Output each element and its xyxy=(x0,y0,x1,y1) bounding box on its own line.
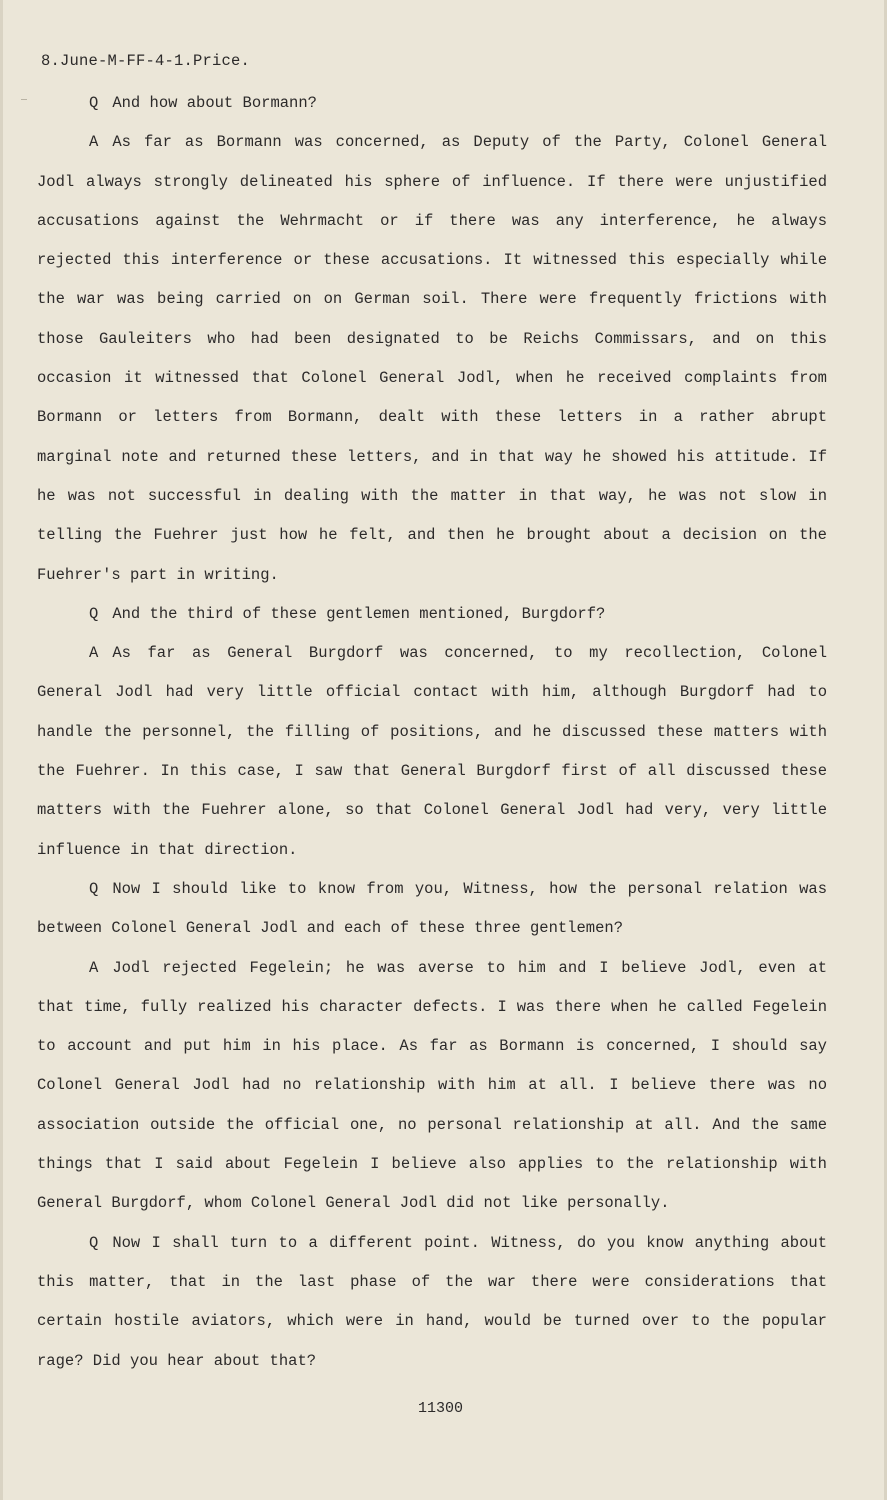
speaker-label: Q xyxy=(89,879,99,898)
speaker-label: A xyxy=(89,958,99,977)
transcript-paragraph xyxy=(37,870,827,949)
transcript-body xyxy=(37,84,827,1381)
paragraph-text: Jodl rejected Fegelein; he was averse to him and I believe Jodl, even at that time, fully realized his character defects. I was there when he called Fegelein to account and put him in his place. As far as Bormann is concerned, I should say Colonel General Jodl had no relationship with him at all. I believe there was no association outside the official one, no personal relationship at all. And the same things that I said about Fegelein I believe also applies to the relationship with General Burgdorf, whom Colonel General Jodl did not like personally. xyxy=(37,958,827,1213)
transcript-paragraph xyxy=(37,634,827,870)
paragraph-text: As far as General Burgdorf was concerned, to my recollection, Colonel General Jodl had very little official contact with him, although Burgdorf had to handle the personnel, the filling of positions, and he discussed these matters with the Fuehrer. In this case, I saw that General Burgdorf first of all discussed these matters with the Fuehrer alone, so that Colonel General Jodl had very, very little influence in that direction. xyxy=(37,644,827,859)
page-reference: 8.June-M-FF-4-1.Price. xyxy=(41,52,251,70)
speaker-label: Q xyxy=(89,1233,99,1252)
paragraph-text: Now I should like to know from you, Witness, how the personal relation was between Colonel General Jodl and each of these three gentlemen? xyxy=(37,879,827,938)
transcript-paragraph xyxy=(37,595,827,634)
transcript-paragraph xyxy=(37,949,827,1224)
transcript-paragraph xyxy=(37,123,827,595)
paragraph-text: And how about Bormann? xyxy=(112,94,317,112)
transcript-paragraph xyxy=(37,1224,827,1381)
transcript-paragraph xyxy=(37,84,827,123)
speaker-label: A xyxy=(89,644,99,663)
speaker-label: A xyxy=(89,133,99,152)
speaker-label: Q xyxy=(89,94,99,112)
margin-mark xyxy=(21,99,27,100)
page-number: 11300 xyxy=(418,1400,464,1417)
paragraph-text: And the third of these gentlemen mentioned, Burgdorf? xyxy=(112,604,606,623)
speaker-label: Q xyxy=(89,604,99,623)
paragraph-text: As far as Bormann was concerned, as Deputy of the Party, Colonel General Jodl always strongly delineated his sphere of influence. If there were unjustified accusations against the Wehrmacht or if there was any interference, he always rejected this interference or these accusations. It witnessed this especially while the war was being carried on on German soil. There were frequently frictions with those Gauleiters who had been designated to be Reichs Commissars, and on this occasion it witnessed that Colonel General Jodl, when he received complaints from Bormann or letters from Bormann, dealt with these letters in a rather abrupt marginal note and returned these letters, and in that way he showed his attitude. If he was not successful in dealing with the matter in that way, he was not slow in telling the Fuehrer just how he felt, and then he brought about a decision on the Fuehrer's part in writing. xyxy=(37,133,827,584)
paragraph-text: Now I shall turn to a different point. Witness, do you know anything about this matter, that in the last phase of the war there were considerations that certain hostile aviators, which were in hand, would be turned over to the popular rage? Did you hear about that? xyxy=(37,1233,827,1370)
